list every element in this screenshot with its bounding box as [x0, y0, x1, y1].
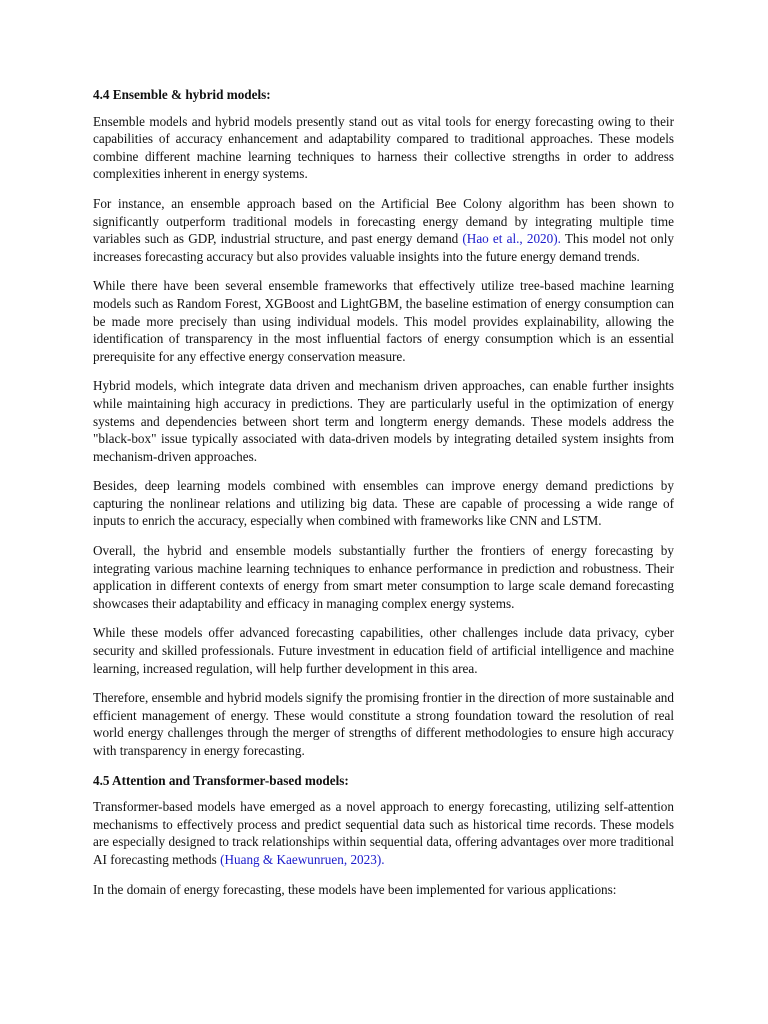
paragraph-conclusion: Therefore, ensemble and hybrid models signify the promising frontier in the direction of more sustainable and efficient management of energy. These would constitute a strong foundation toward the resolution of real world energy challenges through the merger of strengths of different methodologies to ensure high accuracy with transparency in energy forecasting. [93, 690, 674, 758]
paragraph-tree-based: While there have been several ensemble frameworks that effectively utilize tree-based machine learning models such as Random Forest, XGBoost and LightGBM, the baseline estimation of energy consumption can be made more precisely than using individual models. This model provides explainability, allowing the identification of transparency in the most influential factors of energy consumption which is an essential prerequisite for any effective energy conservation measure. [93, 278, 674, 364]
section-heading-4-5: 4.5 Attention and Transformer-based models: [93, 772, 349, 788]
paragraph-ensemble-intro: Ensemble models and hybrid models presently stand out as vital tools for energy forecasting owing to their capabilities of accuracy enhancement and adaptability compared to traditional approaches. These models combine different machine learning techniques to harness their collective strengths in order to address complexities inherent in energy systems. [93, 113, 674, 182]
paragraph-challenges: While these models offer advanced forecasting capabilities, other challenges include data privacy, cyber security and skilled professionals. Future investment in education field of artificial intelligence and machine learning, increased regulation, will help further development in this area. [93, 625, 674, 676]
paragraph-bee-colony [93, 195, 674, 265]
paragraph-hybrid-models: Hybrid models, which integrate data driven and mechanism driven approaches, can enable further insights while maintaining high accuracy in predictions. They are particularly useful in the optimization of energy systems and dependencies between short term and longterm energy demands. These models address the "black-box" issue typically associated with data-driven models by integrating detailed system insights from mechanism-driven approaches. [93, 378, 674, 464]
paragraph-overall: Overall, the hybrid and ensemble models substantially further the frontiers of energy forecasting by integrating various machine learning techniques to enhance performance in prediction and robustness. Their application in different contexts of energy from smart meter consumption to large scale demand forecasting showcases their adaptability and efficacy in managing complex energy systems. [93, 543, 674, 611]
paragraph-text: For instance, an ensemble approach based on the Artificial Bee Colony algorithm has been shown to significantly outperform traditional models in forecasting energy demand by integrating multiple time variables such as GDP, industrial structure, and past energy demand [93, 195, 674, 247]
paragraph-deep-learning: Besides, deep learning models combined with ensembles can improve energy demand predictions by capturing the nonlinear relations and utilizing big data. These are capable of processing a wide range of inputs to enrich the accuracy, especially when combined with frameworks like CNN and LSTM. [93, 478, 674, 529]
citation-hao-2020[interactable]: (Hao et al., 2020). [462, 231, 561, 247]
paragraph-transformer-intro [93, 798, 674, 868]
document-page [93, 86, 674, 910]
citation-huang-2023[interactable]: (Huang & Kaewunruen, 2023). [220, 851, 385, 867]
paragraph-text: Transformer-based models have emerged as a novel approach to energy forecasting, utilizing self-attention mechanisms to effectively process and predict sequential data such as historical time records. These models are especially designed to track relationships within sequential data, offering advantages over more traditional AI forecasting methods [93, 799, 674, 867]
paragraph-text: This model not only increases forecasting accuracy but also provides valuable insights into the future energy demand trends. [93, 231, 674, 264]
section-heading-4-4: 4.4 Ensemble & hybrid models: [93, 87, 271, 102]
paragraph-applications: In the domain of energy forecasting, these models have been implemented for various applications: [93, 881, 617, 897]
